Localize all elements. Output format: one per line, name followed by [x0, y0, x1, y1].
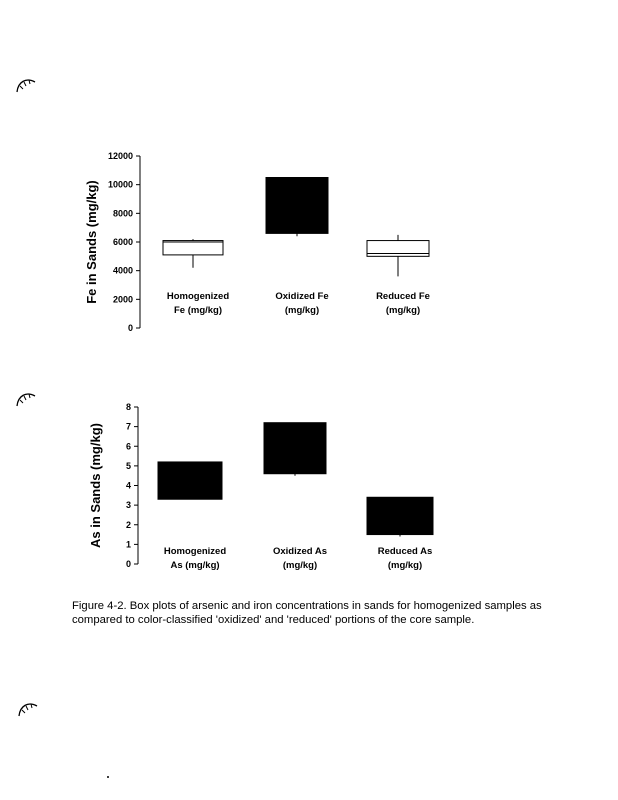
y-tick-label: 3 — [125, 500, 131, 511]
category-label-line: (mg/kg) — [282, 560, 318, 571]
y-tick-label: 12000 — [107, 151, 133, 161]
scan-mark-icon — [16, 698, 40, 720]
scan-mark-icon — [14, 74, 38, 96]
iqr-box — [367, 497, 433, 534]
category-label-line: Homogenized — [163, 546, 227, 557]
category-label-line: Oxidized Fe — [275, 291, 329, 302]
box-2 — [264, 423, 326, 476]
category-label-line: Homogenized — [166, 291, 230, 302]
category-label — [273, 546, 327, 571]
y-tick-label: 5 — [125, 460, 131, 471]
category-label-line: Fe (mg/kg) — [173, 305, 223, 316]
y-tick-label: 6 — [125, 441, 131, 452]
iqr-box — [367, 241, 429, 257]
y-tick-label: 1 — [125, 539, 131, 550]
box-3 — [367, 497, 433, 536]
category-label-line: (mg/kg) — [284, 305, 320, 316]
category-label-line: Reduced Fe — [376, 291, 430, 302]
category-label-line: (mg/kg) — [387, 560, 423, 571]
y-tick-label: 8000 — [112, 208, 133, 219]
box-1 — [158, 462, 222, 499]
category-label — [376, 291, 430, 316]
category-label — [167, 291, 229, 316]
scan-mark-icon — [14, 388, 38, 410]
category-label — [275, 291, 328, 316]
y-tick-label: 2 — [125, 519, 131, 530]
y-tick-label: 4000 — [112, 265, 133, 276]
figure-caption: Figure 4-2. Box plots of arsenic and iron concentrations in sands for homogenized samples as compared to color-classified 'oxidized' and 'reduced' portions of the core sample. — [72, 600, 542, 626]
y-tick-label: 2000 — [112, 294, 133, 305]
box-2 — [266, 178, 328, 237]
box-1 — [163, 239, 223, 268]
category-label — [378, 546, 433, 571]
y-tick-label: 10000 — [107, 179, 133, 190]
y-axis-title: As in Sands (mg/kg) — [88, 423, 103, 548]
y-tick-label: 8 — [125, 402, 131, 412]
category-label-line: Oxidized As — [272, 546, 328, 557]
scan-dot-icon — [106, 775, 110, 779]
box-3 — [367, 235, 429, 277]
y-tick-label: 7 — [125, 421, 131, 432]
fe-box-plot — [0, 140, 618, 340]
category-label — [164, 546, 226, 571]
y-tick-label: 0 — [125, 559, 131, 569]
iqr-box — [266, 178, 328, 234]
category-label-line: (mg/kg) — [385, 305, 421, 316]
y-tick-label: 6000 — [112, 237, 133, 247]
y-tick-label: 0 — [127, 323, 133, 333]
y-tick-label: 4 — [125, 480, 131, 491]
category-label-line: As (mg/kg) — [170, 560, 220, 571]
iqr-box — [158, 462, 222, 499]
y-axis-title: Fe in Sands (mg/kg) — [84, 180, 99, 304]
as-box-plot — [0, 395, 618, 575]
category-label-line: Reduced As — [377, 546, 433, 557]
iqr-box — [163, 241, 223, 255]
